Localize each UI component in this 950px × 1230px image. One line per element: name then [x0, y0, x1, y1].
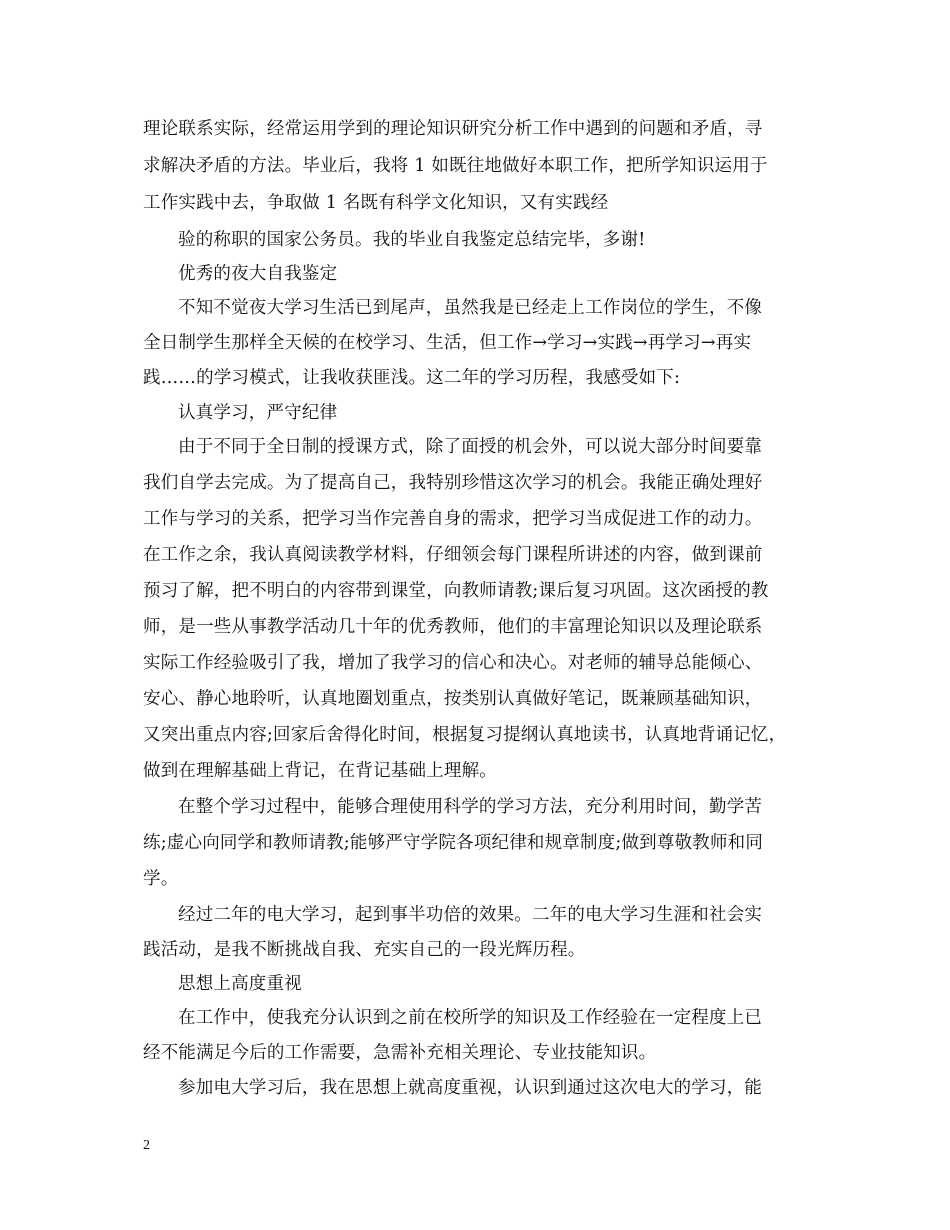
text-line-8: 践……的学习模式，让我收获匪浅。这二年的学习历程，我感受如下: — [143, 368, 681, 388]
text-line-2: 求解决矛盾的方法。毕业后，我将 1 如既往地做好本职工作，把所学知识运用于 — [143, 156, 768, 176]
text-line-1: 理论联系实际，经常运用学到的理论知识研究分析工作中遇到的问题和矛盾，寻 — [143, 119, 763, 139]
page-number: 2 — [143, 1138, 150, 1153]
section-heading: 优秀的夜大自我鉴定 — [178, 264, 338, 284]
text-line-18: 又突出重点内容;回家后舍得化时间，根据复习提纲认真地读书，认真地背诵记忆， — [143, 725, 787, 745]
text-line-24: 践活动，是我不断挑战自我、充实自己的一段光辉历程。 — [143, 940, 586, 960]
text-line-21: 练;虚心向同学和教师请教;能够严守学院各项纪律和规章制度;做到尊敬教师和同 — [143, 833, 764, 853]
text-line-7: 全日制学生那样全天候的在校学习、生活，但工作→学习→实践→再学习→再实 — [143, 333, 752, 353]
text-line-14: 预习了解，把不明白的内容带到课堂，向教师请教;课后复习巩固。这次函授的教 — [143, 581, 769, 601]
text-line-27: 经不能满足今后的工作需要，急需补充相关理论、专业技能知识。 — [143, 1043, 657, 1063]
text-line-23: 经过二年的电大学习，起到事半功倍的效果。二年的电大学习生涯和社会实 — [178, 905, 763, 925]
text-line-11: 我们自学去完成。为了提高自己，我特别珍惜这次学习的机会。我能正确处理好 — [143, 473, 763, 493]
text-line-4: 验的称职的国家公务员。我的毕业自我鉴定总结完毕，多谢! — [178, 230, 646, 250]
text-line-17: 安心、静心地聆听，认真地圈划重点，按类别认真做好笔记，既兼顾基础知识， — [143, 689, 763, 709]
text-line-19: 做到在理解基础上背记，在背记基础上理解。 — [143, 761, 497, 781]
subheading-ideological-emphasis: 思想上高度重视 — [178, 974, 302, 994]
text-line-16: 实际工作经验吸引了我，增加了我学习的信心和决心。对老师的辅导总能倾心、 — [143, 653, 763, 673]
text-line-10: 由于不同于全日制的授课方式，除了面授的机会外，可以说大部分时间要靠 — [178, 437, 763, 457]
text-line-26: 在工作中，使我充分认识到之前在校所学的知识及工作经验在一定程度上已 — [178, 1008, 763, 1028]
text-line-6: 不知不觉夜大学习生活已到尾声，虽然我是已经走上工作岗位的学生，不像 — [178, 298, 763, 318]
text-line-13: 在工作之余，我认真阅读教学材料，仔细领会每门课程所讲述的内容，做到课前 — [143, 545, 763, 565]
subheading-study-discipline: 认真学习，严守纪律 — [178, 403, 338, 423]
text-line-12: 工作与学习的关系，把学习当作完善自身的需求，把学习当成促进工作的动力。 — [143, 509, 763, 529]
text-line-28: 参加电大学习后，我在思想上就高度重视，认识到通过这次电大的学习，能 — [178, 1078, 763, 1098]
text-line-20: 在整个学习过程中，能够合理使用科学的学习方法，充分利用时间，勤学苦 — [178, 797, 763, 817]
text-line-22: 学。 — [143, 869, 179, 889]
text-line-15: 师，是一些从事教学活动几十年的优秀教师，他们的丰富理论知识以及理论联系 — [143, 617, 763, 637]
text-line-3: 工作实践中去，争取做 1 名既有科学文化知识，又有实践经 — [143, 193, 609, 213]
